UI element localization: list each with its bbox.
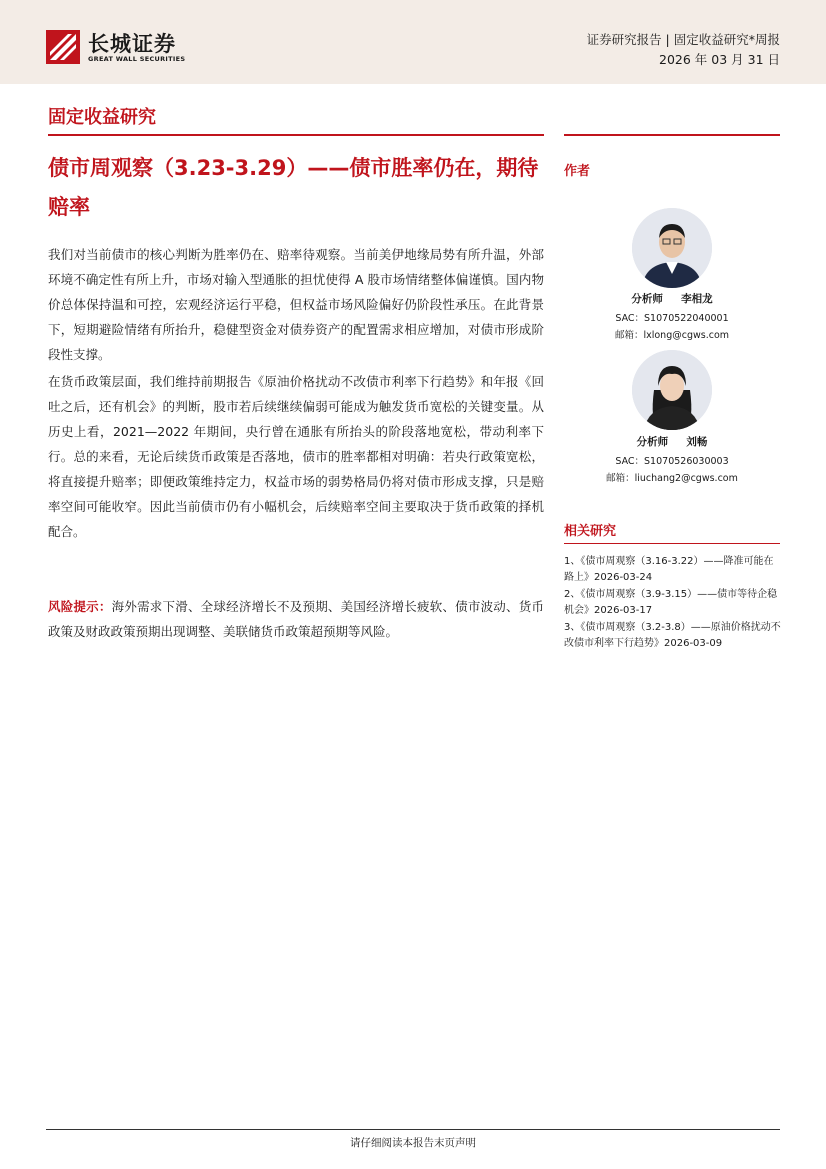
risk-label: 风险提示： [48, 599, 112, 614]
risk-text: 海外需求下滑、全球经济增长不及预期、美国经济增长疲软、债市波动、货币政策及财政政策预期出现调整、美联储货币政策超预期等风险。 [48, 599, 544, 639]
divider [564, 134, 780, 136]
author-photo [632, 208, 712, 288]
divider [48, 134, 544, 136]
author-role: 分析师 [636, 436, 669, 448]
logo-text-en: GREAT WALL SECURITIES [88, 55, 186, 63]
header-meta [587, 30, 780, 70]
author-1-sac: SAC：S1070522040001 [615, 313, 729, 324]
author-1-email[interactable]: 邮箱：lxlong@cgws.com [614, 330, 730, 341]
paragraph-2: 在货币政策层面，我们维持前期报告《原油价格扰动不改债市利率下行趋势》和年报《回吐之后，还有机会》的判断，股市若后续继续偏弱可能成为触发货币宽松的关键变量。从历史上看，2021—2022 年期间，央行曾在通胀有所抬头的阶段落地宽松，带动利率下行。总的来看，无论后续货币政策是否落地，债市的胜率都相对明确：若央行政策宽松，将直接提升赔率；即便政策维持定力，权益市场的弱势格局仍将对债市形成支撑，只是赔率空间可能收窄。因此当前债市仍有小幅机会，后续赔率空间主要取决于货币政策的择机配合。 [48, 374, 544, 539]
report-type: 证券研究报告 | 固定收益研究*周报 [586, 32, 780, 47]
author-role: 分析师 [631, 293, 663, 305]
footer-divider [46, 1129, 780, 1130]
divider [564, 543, 780, 544]
great-wall-logo-icon [46, 30, 80, 64]
section-title: 固定收益研究 [48, 107, 156, 128]
author-name-text: 刘畅 [686, 436, 708, 448]
report-date: 2026 年 03 月 31 日 [659, 52, 780, 67]
authors-heading: 作者 [564, 164, 591, 179]
author-2-email[interactable]: 邮箱：liuchang2@cgws.com [606, 473, 738, 484]
author-2-sac: SAC：S1070526030003 [615, 456, 729, 467]
author-name-text: 李相龙 [681, 293, 713, 305]
page-header [0, 0, 826, 84]
related-research-heading: 相关研究 [564, 524, 617, 539]
related-item[interactable]: 1、《债市周观察（3.16-3.22）——降准可能在路上》2026-03-24 [564, 556, 774, 583]
report-title: 债市周观察（3.23-3.29）——债市胜率仍在，期待赔率 [48, 156, 539, 219]
related-research-list [564, 554, 782, 651]
risk-warning [48, 594, 544, 644]
paragraph-1: 我们对当前债市的核心判断为胜率仍在、赔率待观察。当前美伊地缘局势有所升温，外部环境不确定性有所上升，市场对输入型通胀的担忧使得 A 股市场情绪整体偏谨慎。国内物价总体保持温和可控，宏观经济运行平稳，但权益市场风险偏好仍阶段性承压。在此背景下，短期避险情绪有所抬升，稳健型资金对债券资产的配置需求相应增加，对债市形成阶段性支撑。 [48, 247, 544, 362]
related-item[interactable]: 3、《债市周观察（3.2-3.8）——原油价格扰动不改债市利率下行趋势》2026-03-09 [564, 622, 781, 649]
footer-disclaimer: 请仔细阅读本报告末页声明 [350, 1137, 476, 1149]
author-2-name [564, 434, 780, 449]
author-photo [632, 350, 712, 430]
logo-text-cn: 长城证券 [88, 32, 176, 56]
author-1-name [564, 291, 780, 306]
related-item[interactable]: 2、《债市周观察（3.9-3.15）——债市等待企稳机会》2026-03-17 [564, 589, 778, 616]
